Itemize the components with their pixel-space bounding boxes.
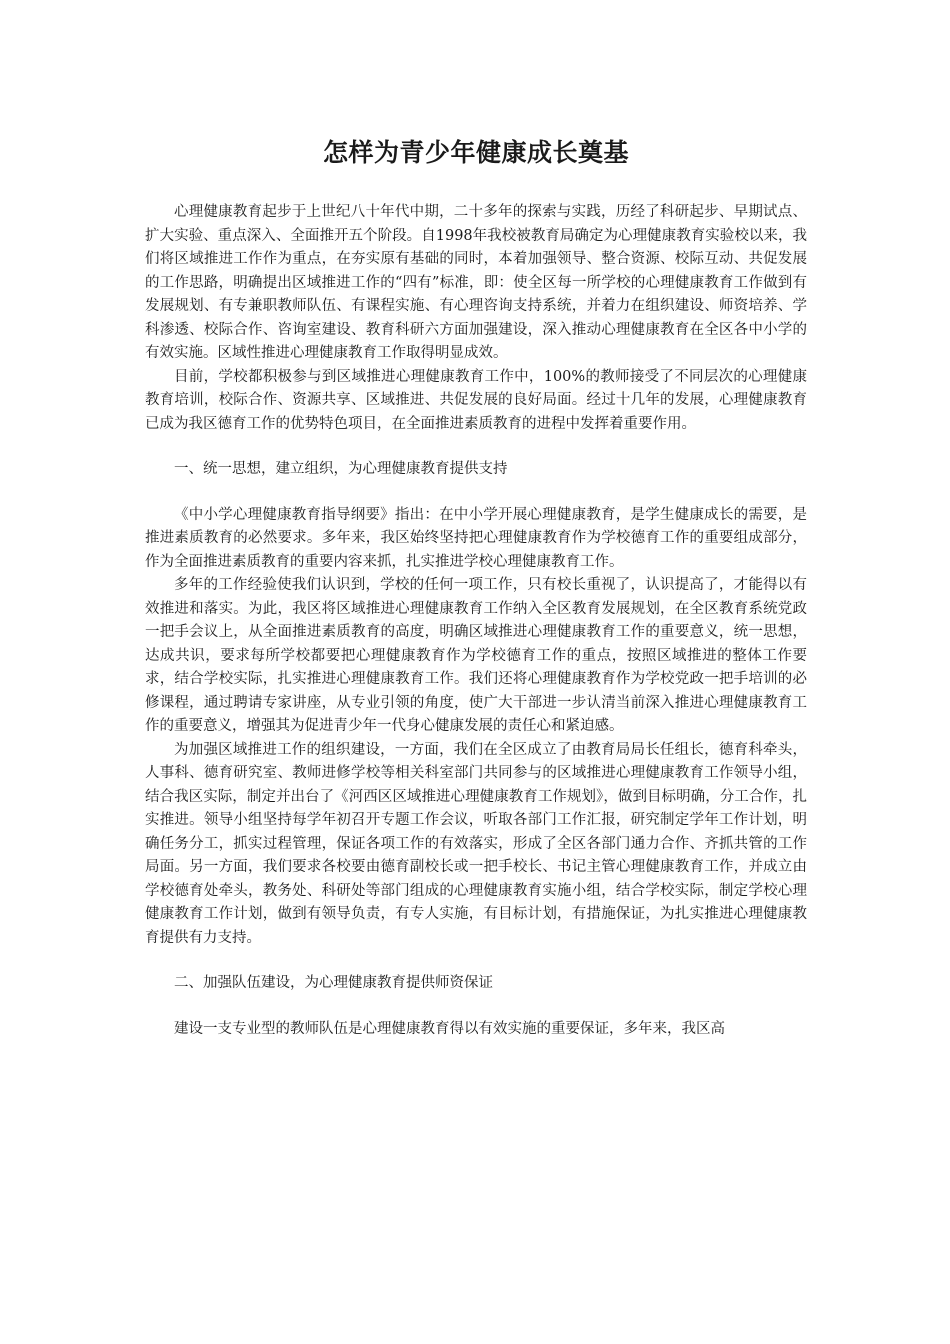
intro-paragraph-2: 目前，学校都积极参与到区域推进心理健康教育工作中，100%的教师接受了不同层次的心理健康教育培训，校际合作、资源共享、区域推进、共促发展的良好局面。经过十几年的发展，心理健康教育已成为我区德育工作的优势特色项目，在全面推进素质教育的进程中发挥着重要作用。 bbox=[145, 368, 807, 432]
section-2-paragraph-1: 建设一支专业型的教师队伍是心理健康教育得以有效实施的重要保证，多年来，我区高 bbox=[174, 1020, 725, 1037]
document-title: 怎样为青少年健康成长奠基 bbox=[322, 138, 629, 167]
section-1-paragraph-1: 《中小学心理健康教育指导纲要》指出：在中小学开展心理健康教育，是学生健康成长的需要，是推进素质教育的必然要求。多年来，我区始终坚持把心理健康教育作为学校德育工作的重要组成部分，作为全面推进素质教育的重要内容来抓，扎实推进学校心理健康教育工作。 bbox=[145, 506, 807, 570]
section-1-heading: 一、统一思想，建立组织，为心理健康教育提供支持 bbox=[174, 461, 508, 477]
intro-paragraph-1: 心理健康教育起步于上世纪八十年代中期，二十多年的探索与实践，历经了科研起步、早期试点、扩大实验、重点深入、全面推开五个阶段。自1998年我校被教育局确定为心理健康教育实验校以来，我们将区域推进工作作为重点，在夯实原有基础的同时，本着加强领导、整合资源、校际互动、共促发展的工作思路，明确提出区域推进工作的“四有”标准，即：使全区每一所学校的心理健康教育工作做到有发展规划、有专兼职教师队伍、有课程实施、有心理咨询支持系统，并着力在组织建设、师资培养、学科渗透、校际合作、咨询室建设、教育科研六方面加强建设，深入推动心理健康教育在全区各中小学的有效实施。区域性推进心理健康教育工作取得明显成效。 bbox=[145, 204, 807, 361]
document-page bbox=[145, 136, 807, 1041]
section-2-heading: 二、加强队伍建设，为心理健康教育提供师资保证 bbox=[174, 975, 493, 991]
section-1-paragraph-3: 为加强区域推进工作的组织建设，一方面，我们在全区成立了由教育局局长任组长，德育科牵头，人事科、德育研究室、教师进修学校等相关科室部门共同参与的区域推进心理健康教育工作领导小组，结合我区实际，制定并出台了《河西区区域推进心理健康教育工作规划》，做到目标明确，分工合作，扎实推进。领导小组坚持每学年初召开专题工作会议，听取各部门工作汇报，研究制定学年工作计划，明确任务分工，抓实过程管理，保证各项工作的有效落实，形成了全区各部门通力合作、齐抓共管的工作局面。另一方面，我们要求各校要由德育副校长或一把手校长、书记主管心理健康教育工作，并成立由学校德育处牵头，教务处、科研处等部门组成的心理健康教育实施小组，结合学校实际，制定学校心理健康教育工作计划，做到有领导负责，有专人实施，有目标计划，有措施保证，为扎实推进心理健康教育提供有力支持。 bbox=[145, 741, 807, 946]
section-1-paragraph-2: 多年的工作经验使我们认识到，学校的任何一项工作，只有校长重视了，认识提高了，才能得以有效推进和落实。为此，我区将区域推进心理健康教育工作纳入全区教育发展规划，在全区教育系统党政一把手会议上，从全面推进素质教育的高度，明确区域推进心理健康教育工作的重要意义，统一思想，达成共识，要求每所学校都要把心理健康教育作为学校德育工作的重点，按照区域推进的整体工作要求，结合学校实际，扎实推进心理健康教育工作。我们还将心理健康教育作为学校党政一把手培训的必修课程，通过聘请专家讲座，从专业引领的角度，使广大干部进一步认清当前深入推进心理健康教育工作的重要意义，增强其为促进青少年一代身心健康发展的责任心和紧迫感。 bbox=[145, 577, 807, 734]
document-body bbox=[145, 201, 807, 1041]
